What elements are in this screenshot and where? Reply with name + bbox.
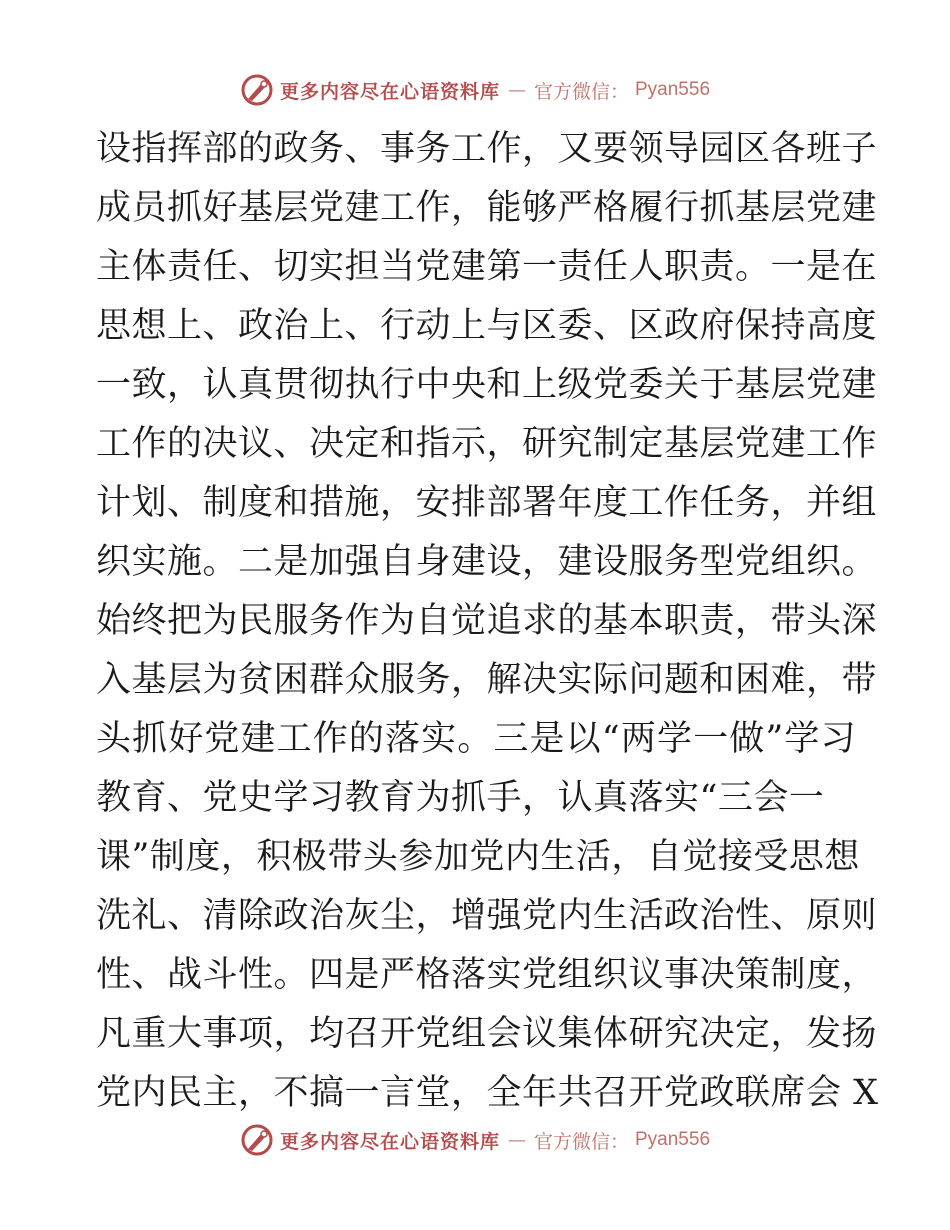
watermark-wechat-id: Pyan556 [635,1129,711,1150]
watermark-wechat-label: 官方微信： [533,1130,629,1153]
document-body [96,120,879,1123]
body-line: 洗礼、清除政治灰尘，增强党内生活政治性、原则 [96,896,878,936]
pen-logo-icon [240,1123,274,1157]
body-line: 思想上、政治上、行动上与区委、区政府保持高度 [96,306,878,346]
body-line: 党内民主，不搞一言堂，全年共召开党政联席会 X [96,1073,879,1113]
body-line: 头抓好党建工作的落实。三是以“两学一做”学习 [96,719,856,759]
watermark-dash: — [507,1129,526,1151]
body-line: 一致，认真贯彻执行中央和上级党委关于基层党建 [96,365,878,405]
body-line: 计划、制度和措施，安排部署年度工作任务，并组 [96,483,878,523]
pen-logo-icon [240,73,274,107]
watermark-wechat-label: 官方微信： [533,80,629,103]
watermark-main-text: 更多内容尽在心语资料库 [279,80,500,103]
body-line: 主体责任、切实担当党建第一责任人职责。一是在 [96,247,878,287]
watermark-wechat-id: Pyan556 [635,79,711,100]
body-line: 工作的决议、决定和指示，研究制定基层党建工作 [96,424,878,464]
body-line: 教育、党史学习教育为抓手，认真落实“三会一 [96,778,825,818]
body-line: 课”制度，积极带头参加党内生活，自觉接受思想 [96,837,860,877]
body-line: 入基层为贫困群众服务，解决实际问题和困难，带 [96,660,878,700]
watermark-main-text: 更多内容尽在心语资料库 [279,1130,500,1153]
body-line: 凡重大事项，均召开党组会议集体研究决定，发扬 [96,1014,878,1054]
header-watermark [0,70,950,110]
body-line: 性、战斗性。四是严格落实党组织议事决策制度， [96,955,878,995]
watermark-dash: — [507,79,526,101]
body-line: 织实施。二是加强自身建设，建设服务型党组织。 [96,542,878,582]
body-line: 成员抓好基层党建工作，能够严格履行抓基层党建 [96,188,878,228]
body-line: 始终把为民服务作为自觉追求的基本职责，带头深 [96,601,878,641]
body-line: 设指挥部的政务、事务工作，又要领导园区各班子 [96,129,878,169]
footer-watermark [0,1120,950,1160]
